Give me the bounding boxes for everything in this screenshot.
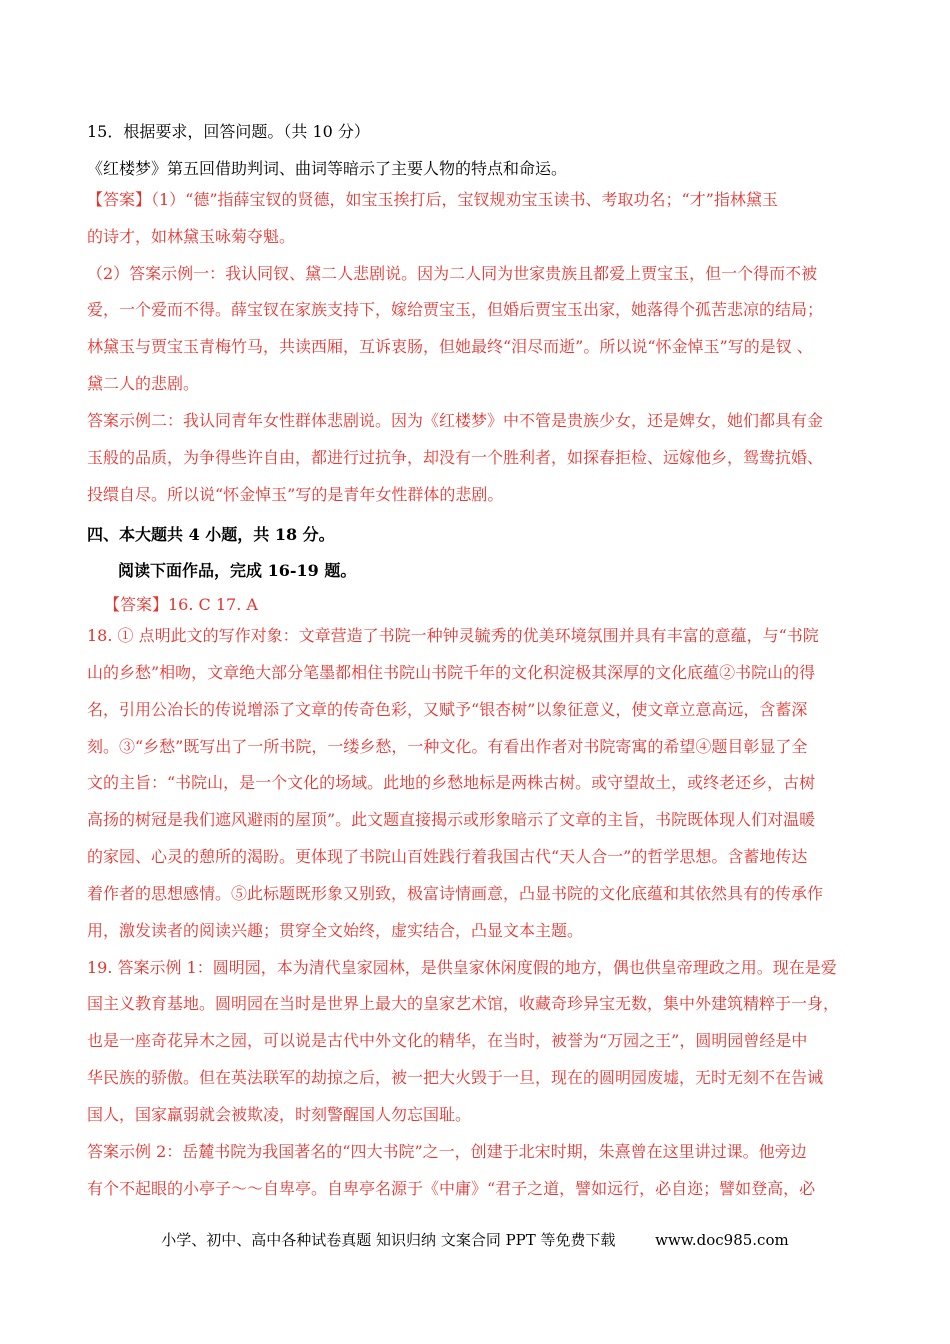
answer-line: 有个不起眼的小亭子～～自卑亭。自卑亭名源于《中庸》“君子之道，譬如远行，必自迩；譬如登高，必: [87, 1179, 816, 1198]
answer-line: 的诗才，如林黛玉咏菊夺魁。: [87, 227, 296, 246]
answer-line: 【答案】（1）“德”指薛宝钗的贤德，如宝玉挨打后，宝钗规劝宝玉读书、考取功名；“才”指林黛玉: [87, 190, 778, 209]
answer-line: 着作者的思想感情。⑤此标题既形象又别致，极富诗情画意，凸显书院的文化底蕴和其依然具有的传承作: [87, 884, 824, 903]
answer-line: 答案示例 2：岳麓书院为我国著名的“四大书院”之一，创建于北宋时期，朱熹曾在这里讲过课。他旁边: [87, 1142, 807, 1161]
answer-line: 林黛玉与贾宝玉青梅竹马，共读西厢，互诉衷肠，但她最终“泪尽而逝”。所以说“怀金悼玉”写的是钗 、: [87, 337, 813, 356]
answer-line: 国主义教育基地。圆明园在当时是世界上最大的皇家艺术馆，收藏奇珍异宝无数，集中外建筑精粹于一身，: [87, 994, 840, 1013]
answer-line: 玉般的品质，为争得些许自由，都进行过抗争，却没有一个胜利者，如探春拒检、远嫁他乡，鸳鸯抗婚、: [87, 448, 824, 467]
answer-line: 18. ① 点明此文的写作对象：文章营造了书院一种钟灵毓秀的优美环境氛围并具有丰富的意蕴，与“书院: [87, 626, 819, 645]
question-15-heading: 15．根据要求，回答问题。（共 10 分）: [87, 122, 370, 141]
answer-line: 19. 答案示例 1：圆明园，本为清代皇家园林，是供皇家休闲度假的地方，偶也供皇帝理政之用。现在是爱: [87, 958, 837, 977]
answer-line: 的家园、心灵的憩所的渴盼。更体现了书院山百姓践行着我国古代“天人合一”的哲学思想。含蓄地传达: [87, 847, 808, 866]
answer-line: （2）答案示例一：我认同钗、黛二人悲剧说。因为二人同为世家贵族且都爱上贾宝玉，但一个得而不被: [87, 264, 818, 283]
answer-line: 爱，一个爱而不得。薛宝钗在家族支持下，嫁给贾宝玉，但婚后贾宝玉出家，她落得个孤苦悲凉的结局；: [87, 300, 824, 319]
answer-line: 也是一座奇花异木之园，可以说是古代中外文化的精华，在当时，被誉为“万园之王”，圆明园曾经是中: [87, 1031, 808, 1050]
answer-line: 山的乡愁”相吻，文章绝大部分笔墨都相住书院山书院千年的文化积淀极其深厚的文化底蕴②书院山的得: [87, 663, 816, 682]
question-15-prompt: 《红楼梦》第五回借助判词、曲词等暗示了主要人物的特点和命运。: [87, 159, 568, 178]
section-four-heading: 四、本大题共 4 小题，共 18 分。: [87, 525, 335, 544]
answer-line: 答案示例二：我认同青年女性群体悲剧说。因为《红楼梦》中不管是贵族少女，还是婢女，她们都具有金: [87, 411, 824, 430]
page-footer: [0, 1230, 950, 1250]
answer-16-17: 【答案】16. C 17. A: [104, 595, 258, 614]
answer-line: 文的主旨：“书院山，是一个文化的场域。此地的乡愁地标是两株古树。或守望故土，或终老还乡，古树: [87, 773, 816, 792]
answer-line: 华民族的骄傲。但在英法联军的劫掠之后，被一把大火毁于一旦，现在的圆明园废墟，无时无刻不在告诫: [87, 1068, 824, 1087]
footer-url[interactable]: www.doc985.com: [655, 1231, 789, 1249]
answer-line: 高扬的树冠是我们遮风避雨的屋顶”。此文题直接揭示或形象暗示了文章的主旨，书院既体现人们对温暖: [87, 810, 816, 829]
footer-text: 小学、初中、高中各种试卷真题 知识归纳 文案合同 PPT 等免费下载: [161, 1231, 616, 1249]
answer-line: 刻。③“乡愁”既写出了一所书院，一缕乡愁，一种文化。有看出作者对书院寄寓的希望④题目彰显了全: [87, 737, 808, 756]
answer-line: 投缳自尽。所以说“怀金悼玉”写的是青年女性群体的悲剧。: [87, 485, 504, 504]
reading-instruction: 阅读下面作品，完成 16-19 题。: [118, 561, 357, 580]
answer-line: 黛二人的悲剧。: [87, 374, 200, 393]
answer-line: 用，激发读者的阅读兴趣；贯穿全文始终，虚实结合，凸显文本主题。: [87, 921, 584, 940]
answer-line: 国人，国家羸弱就会被欺凌，时刻警醒国人勿忘国耻。: [87, 1105, 472, 1124]
answer-line: 名，引用公冶长的传说增添了文章的传奇色彩，又赋予“银杏树”以象征意义，使文章立意高远，含蓄深: [87, 700, 808, 719]
